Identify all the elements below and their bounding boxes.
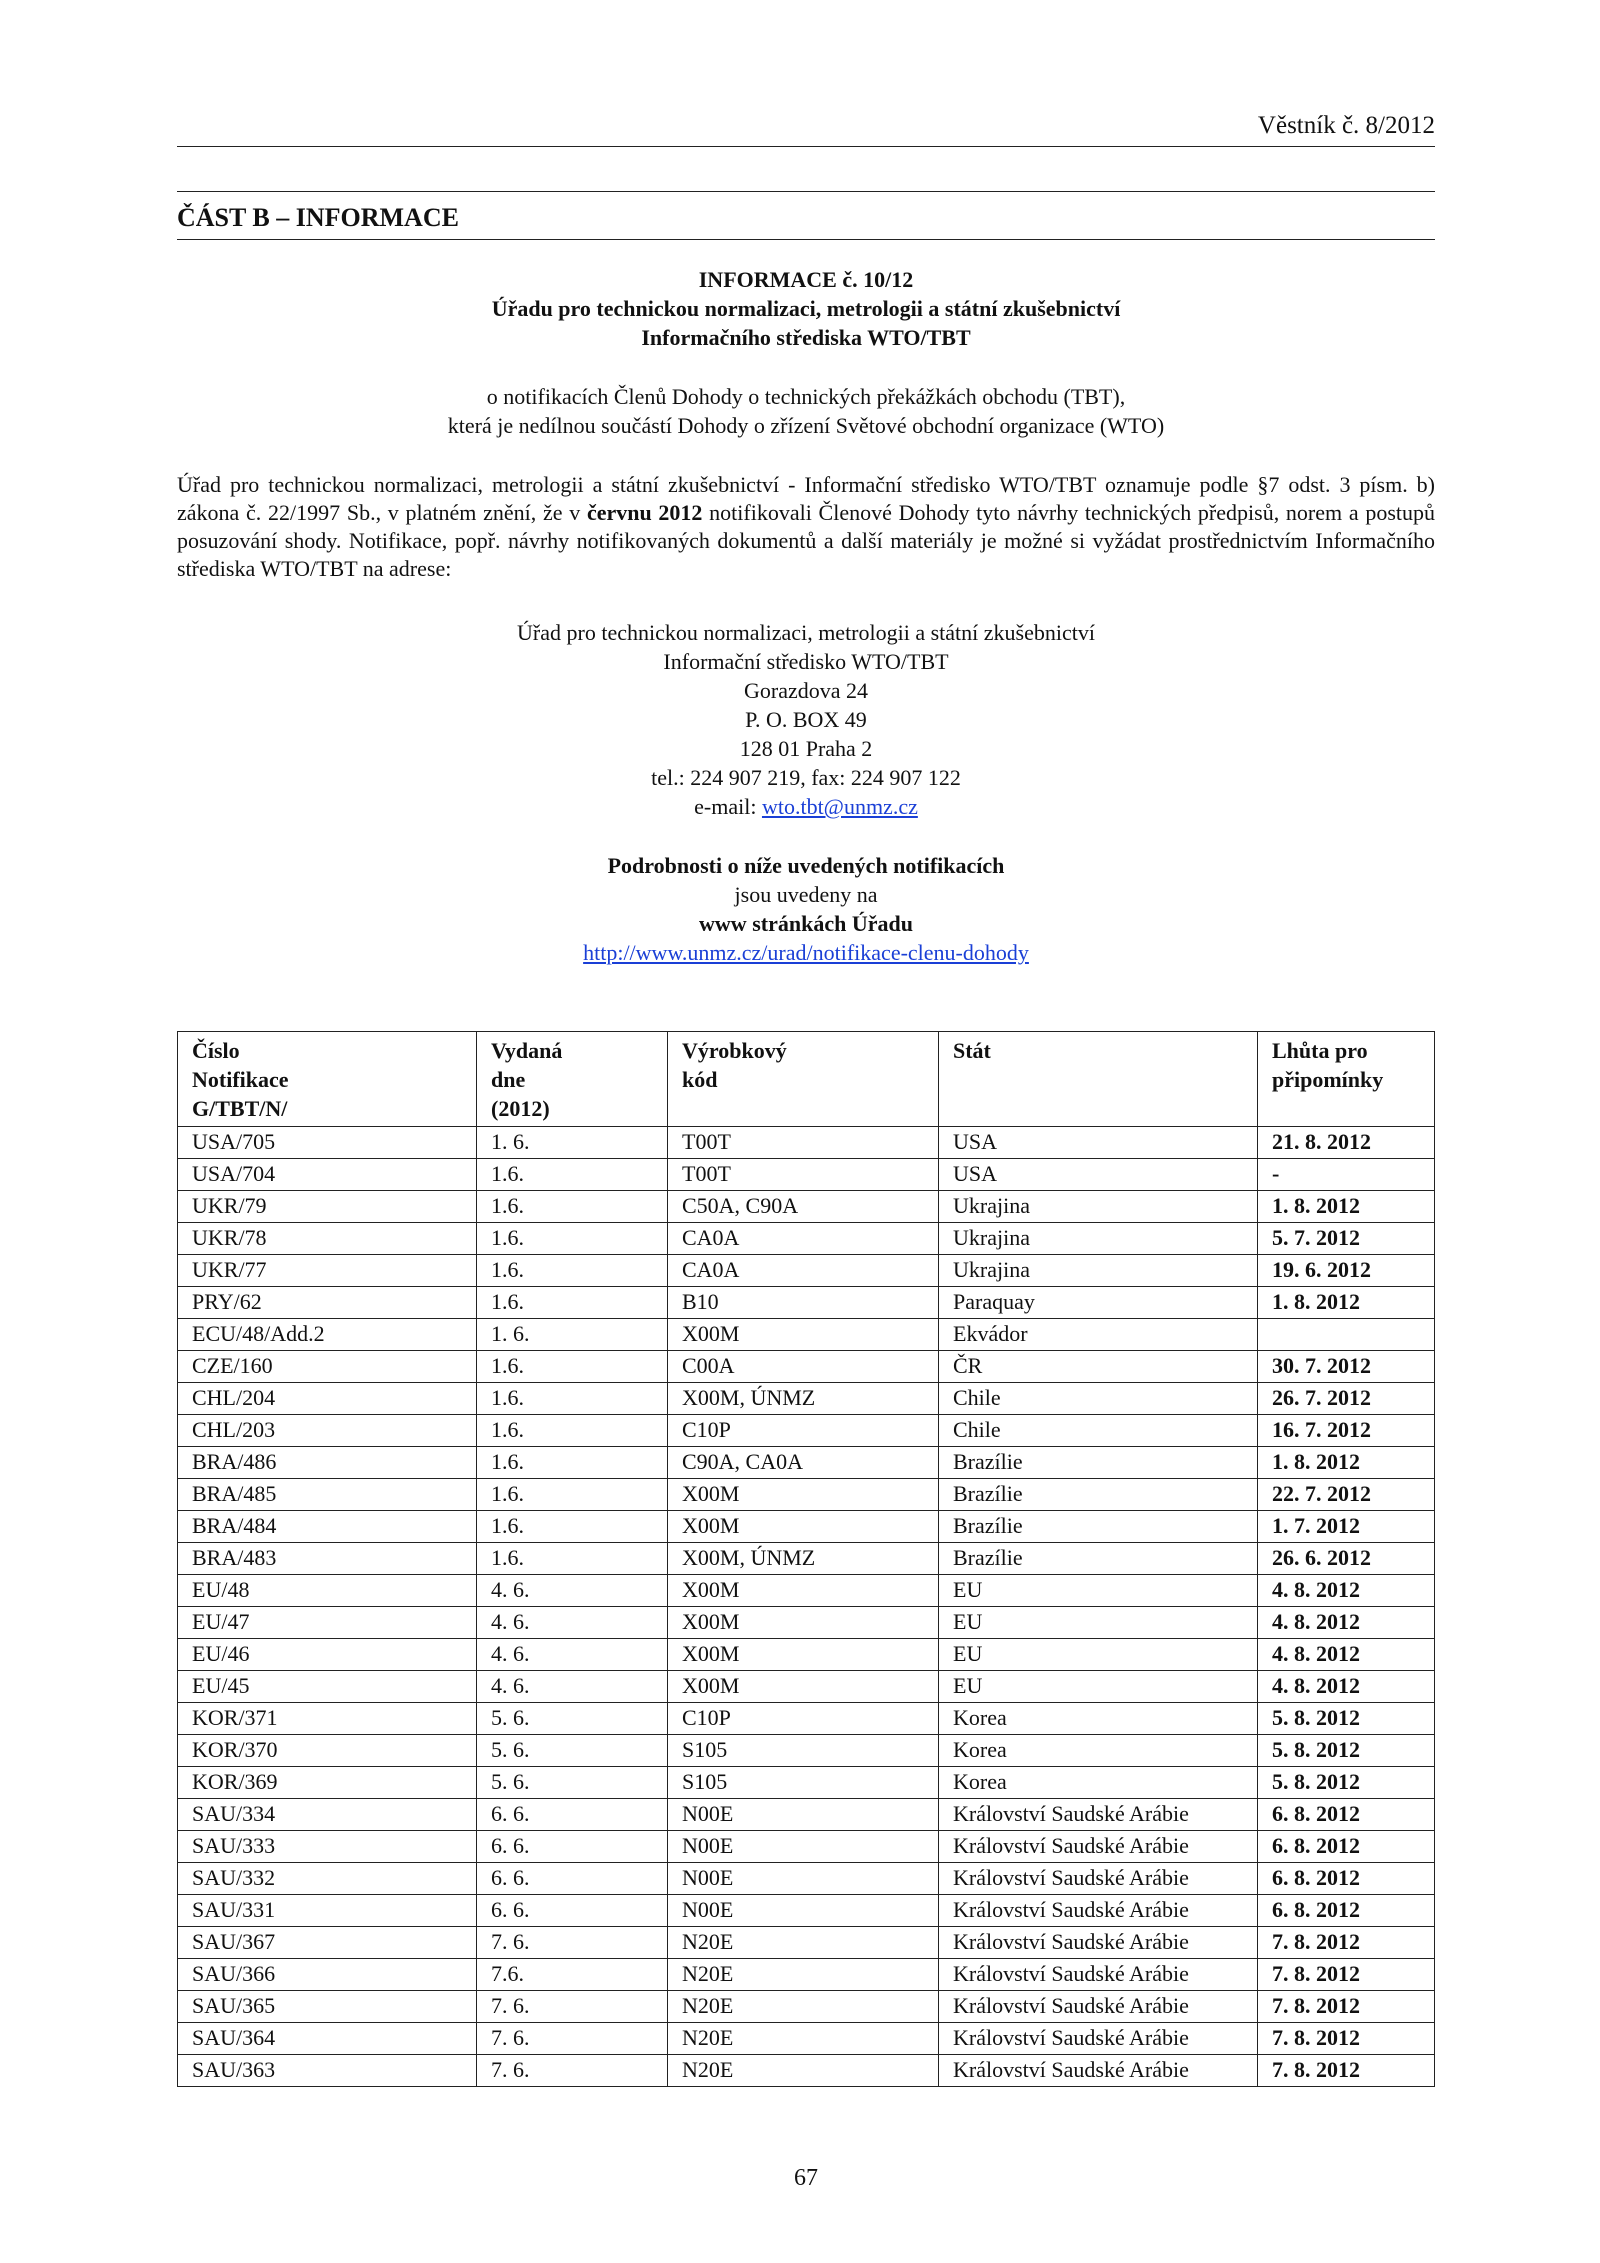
cell-deadline: 7. 8. 2012	[1258, 2055, 1435, 2087]
cell-notification-number: UKR/79	[178, 1191, 477, 1223]
header-text: Číslo	[192, 1038, 240, 1063]
table-row	[178, 1287, 1435, 1319]
cell-notification-number: KOR/369	[178, 1767, 477, 1799]
cell-notification-number: UKR/78	[178, 1223, 477, 1255]
cell-issued-date: 4. 6.	[477, 1639, 668, 1671]
header-text: Stát	[953, 1038, 991, 1063]
cell-product-code: N20E	[668, 1959, 939, 1991]
cell-product-code: N20E	[668, 1991, 939, 2023]
cell-product-code: N20E	[668, 2023, 939, 2055]
table-row	[178, 1991, 1435, 2023]
cell-notification-number: SAU/364	[178, 2023, 477, 2055]
header-text: (2012)	[491, 1096, 550, 1121]
header-text: připomínky	[1272, 1067, 1384, 1092]
table-row	[178, 1607, 1435, 1639]
cell-country: Brazílie	[939, 1479, 1258, 1511]
notifications-table	[177, 1031, 1435, 2087]
intro-text-bold: červnu 2012	[586, 500, 703, 525]
table-row	[178, 1575, 1435, 1607]
cell-deadline: 5. 8. 2012	[1258, 1767, 1435, 1799]
cell-issued-date: 1.6.	[477, 1383, 668, 1415]
header-text: Vydaná	[491, 1038, 563, 1063]
cell-product-code: T00T	[668, 1127, 939, 1159]
cell-notification-number: SAU/333	[178, 1831, 477, 1863]
cell-country: Království Saudské Arábie	[939, 1959, 1258, 1991]
cell-notification-number: SAU/363	[178, 2055, 477, 2087]
cell-notification-number: EU/46	[178, 1639, 477, 1671]
cell-deadline: 7. 8. 2012	[1258, 1959, 1435, 1991]
cell-country: EU	[939, 1671, 1258, 1703]
details-line3: www stránkách Úřadu	[699, 911, 913, 936]
cell-deadline: 6. 8. 2012	[1258, 1895, 1435, 1927]
cell-deadline: 30. 7. 2012	[1258, 1351, 1435, 1383]
address-line3: Gorazdova 24	[743, 678, 868, 703]
header-text: dne	[491, 1067, 526, 1092]
table-row	[178, 1639, 1435, 1671]
table-row	[178, 1319, 1435, 1351]
cell-issued-date: 1.6.	[477, 1511, 668, 1543]
page-number: 67	[794, 2165, 818, 2191]
cell-product-code: S105	[668, 1735, 939, 1767]
cell-notification-number: USA/705	[178, 1127, 477, 1159]
cell-country: Brazílie	[939, 1447, 1258, 1479]
cell-country: Království Saudské Arábie	[939, 1895, 1258, 1927]
cell-country: ČR	[939, 1351, 1258, 1383]
cell-issued-date: 1. 6.	[477, 1127, 668, 1159]
table-header-row	[178, 1032, 1435, 1127]
details-line2: jsou uvedeny na	[734, 882, 878, 907]
table-row	[178, 1511, 1435, 1543]
table-row	[178, 1703, 1435, 1735]
header-rule	[177, 146, 1435, 147]
cell-product-code: N00E	[668, 1799, 939, 1831]
section-title: ČÁST B – INFORMACE	[177, 203, 459, 232]
cell-issued-date: 5. 6.	[477, 1735, 668, 1767]
cell-notification-number: BRA/486	[178, 1447, 477, 1479]
table-row	[178, 1831, 1435, 1863]
cell-issued-date: 6. 6.	[477, 1799, 668, 1831]
cell-product-code: X00M	[668, 1671, 939, 1703]
cell-country: Korea	[939, 1735, 1258, 1767]
cell-country: Království Saudské Arábie	[939, 2023, 1258, 2055]
cell-product-code: T00T	[668, 1159, 939, 1191]
cell-issued-date: 1.6.	[477, 1223, 668, 1255]
cell-country: Ukrajina	[939, 1223, 1258, 1255]
cell-issued-date: 1.6.	[477, 1351, 668, 1383]
header-text: Výrobkový	[682, 1038, 787, 1063]
cell-notification-number: CHL/204	[178, 1383, 477, 1415]
cell-notification-number: BRA/483	[178, 1543, 477, 1575]
cell-product-code: X00M	[668, 1511, 939, 1543]
cell-issued-date: 1.6.	[477, 1287, 668, 1319]
header-text: G/TBT/N/	[192, 1096, 288, 1121]
intro-text-part1: Úřad pro technickou normalizaci, metrologii a státní zkušebnictví - Informační středisko WTO/TBT oznamuje podle §7 odst. 3 písm. b) zákona č. 22/1997 Sb., v platném znění, že v	[177, 472, 1435, 525]
header-text: kód	[682, 1067, 718, 1092]
cell-product-code: X00M	[668, 1607, 939, 1639]
cell-deadline: 1. 8. 2012	[1258, 1287, 1435, 1319]
cell-country: EU	[939, 1639, 1258, 1671]
cell-product-code: S105	[668, 1767, 939, 1799]
cell-issued-date: 1.6.	[477, 1255, 668, 1287]
header-text: Lhůta pro	[1272, 1038, 1368, 1063]
cell-country: Království Saudské Arábie	[939, 1863, 1258, 1895]
table-row	[178, 1351, 1435, 1383]
cell-notification-number: SAU/366	[178, 1959, 477, 1991]
details-url-link[interactable]: http://www.unmz.cz/urad/notifikace-clenu-dohody	[583, 940, 1029, 965]
cell-notification-number: UKR/77	[178, 1255, 477, 1287]
cell-issued-date: 6. 6.	[477, 1863, 668, 1895]
address-phone: tel.: 224 907 219, fax: 224 907 122	[651, 765, 961, 790]
cell-issued-date: 7. 6.	[477, 2023, 668, 2055]
cell-deadline: 26. 6. 2012	[1258, 1543, 1435, 1575]
table-row	[178, 1767, 1435, 1799]
cell-product-code: X00M	[668, 1479, 939, 1511]
table-row	[178, 1223, 1435, 1255]
cell-deadline: 7. 8. 2012	[1258, 1991, 1435, 2023]
cell-deadline: 6. 8. 2012	[1258, 1863, 1435, 1895]
cell-product-code: B10	[668, 1287, 939, 1319]
cell-issued-date: 5. 6.	[477, 1767, 668, 1799]
cell-issued-date: 4. 6.	[477, 1575, 668, 1607]
table-row	[178, 1127, 1435, 1159]
info-issuer-line1: Úřadu pro technickou normalizaci, metrologii a státní zkušebnictví	[491, 296, 1121, 321]
header-country	[939, 1032, 1258, 1127]
cell-deadline: 6. 8. 2012	[1258, 1799, 1435, 1831]
cell-country: Korea	[939, 1767, 1258, 1799]
table-row	[178, 2023, 1435, 2055]
cell-notification-number: EU/48	[178, 1575, 477, 1607]
cell-product-code: X00M, ÚNMZ	[668, 1383, 939, 1415]
intro-paragraph	[177, 471, 1435, 583]
cell-country: Ukrajina	[939, 1255, 1258, 1287]
cell-country: USA	[939, 1159, 1258, 1191]
cell-product-code: C50A, C90A	[668, 1191, 939, 1223]
section-rule-top	[177, 191, 1435, 192]
cell-product-code: X00M	[668, 1319, 939, 1351]
cell-country: Království Saudské Arábie	[939, 2055, 1258, 2087]
cell-issued-date: 1.6.	[477, 1447, 668, 1479]
cell-country: Chile	[939, 1415, 1258, 1447]
cell-notification-number: BRA/484	[178, 1511, 477, 1543]
table-row	[178, 1895, 1435, 1927]
cell-notification-number: ECU/48/Add.2	[178, 1319, 477, 1351]
cell-country: Brazílie	[939, 1543, 1258, 1575]
cell-deadline: -	[1258, 1159, 1435, 1191]
cell-issued-date: 4. 6.	[477, 1671, 668, 1703]
cell-deadline: 4. 8. 2012	[1258, 1671, 1435, 1703]
cell-issued-date: 6. 6.	[477, 1831, 668, 1863]
cell-notification-number: CHL/203	[178, 1415, 477, 1447]
info-number: INFORMACE č. 10/12	[698, 267, 914, 292]
table-row	[178, 1959, 1435, 1991]
cell-deadline: 4. 8. 2012	[1258, 1575, 1435, 1607]
table-row	[178, 1927, 1435, 1959]
cell-deadline: 7. 8. 2012	[1258, 2023, 1435, 2055]
cell-product-code: X00M	[668, 1575, 939, 1607]
cell-notification-number: SAU/367	[178, 1927, 477, 1959]
cell-deadline: 4. 8. 2012	[1258, 1639, 1435, 1671]
cell-notification-number: SAU/332	[178, 1863, 477, 1895]
cell-product-code: N00E	[668, 1863, 939, 1895]
cell-country: Ekvádor	[939, 1319, 1258, 1351]
cell-country: Brazílie	[939, 1511, 1258, 1543]
cell-notification-number: SAU/334	[178, 1799, 477, 1831]
details-url-row	[177, 938, 1435, 967]
cell-country: Chile	[939, 1383, 1258, 1415]
cell-deadline: 21. 8. 2012	[1258, 1127, 1435, 1159]
table-row	[178, 1799, 1435, 1831]
cell-issued-date: 1.6.	[477, 1479, 668, 1511]
cell-issued-date: 4. 6.	[477, 1607, 668, 1639]
cell-issued-date: 1.6.	[477, 1543, 668, 1575]
cell-product-code: CA0A	[668, 1255, 939, 1287]
table-row	[178, 1735, 1435, 1767]
cell-product-code: N20E	[668, 2055, 939, 2087]
intro-text-part2: notifikovali Členové Dohody tyto návrhy technických předpisů, norem a postupů posuzování shody. Notifikace, popř. návrhy notifikovaných dokumentů a další materiály je možné si vyžádat prostřednictvím Informačního střediska WTO/TBT na adrese:	[177, 500, 1436, 581]
cell-deadline: 16. 7. 2012	[1258, 1415, 1435, 1447]
info-issuer-line2: Informačního střediska WTO/TBT	[641, 325, 971, 350]
cell-product-code: C00A	[668, 1351, 939, 1383]
cell-notification-number: KOR/370	[178, 1735, 477, 1767]
email-link[interactable]: wto.tbt@unmz.cz	[761, 794, 918, 819]
header-issued-date	[477, 1032, 668, 1127]
cell-notification-number: SAU/331	[178, 1895, 477, 1927]
cell-product-code: N00E	[668, 1831, 939, 1863]
table-row	[178, 1543, 1435, 1575]
cell-country: Království Saudské Arábie	[939, 1831, 1258, 1863]
cell-deadline: 5. 7. 2012	[1258, 1223, 1435, 1255]
cell-product-code: N00E	[668, 1895, 939, 1927]
table-row	[178, 1447, 1435, 1479]
header-product-code	[668, 1032, 939, 1127]
details-line1: Podrobnosti o níže uvedených notifikacích	[607, 853, 1005, 878]
cell-product-code: N20E	[668, 1927, 939, 1959]
cell-issued-date: 7. 6.	[477, 2055, 668, 2087]
cell-notification-number: EU/45	[178, 1671, 477, 1703]
cell-issued-date: 1.6.	[477, 1159, 668, 1191]
section-rule-bottom	[177, 239, 1435, 240]
cell-notification-number: KOR/371	[178, 1703, 477, 1735]
cell-notification-number: CZE/160	[178, 1351, 477, 1383]
cell-country: Království Saudské Arábie	[939, 1927, 1258, 1959]
cell-deadline: 22. 7. 2012	[1258, 1479, 1435, 1511]
info-subject-line2: která je nedílnou součástí Dohody o zřízení Světové obchodní organizace (WTO)	[447, 413, 1165, 438]
cell-deadline: 1. 8. 2012	[1258, 1447, 1435, 1479]
cell-product-code: C10P	[668, 1703, 939, 1735]
cell-issued-date: 7. 6.	[477, 1991, 668, 2023]
table-row	[178, 1191, 1435, 1223]
header-text: Notifikace	[192, 1067, 289, 1092]
table-row	[178, 1863, 1435, 1895]
cell-country: Království Saudské Arábie	[939, 1799, 1258, 1831]
table-row	[178, 1671, 1435, 1703]
table-row	[178, 1479, 1435, 1511]
cell-deadline: 1. 7. 2012	[1258, 1511, 1435, 1543]
header-notification-number	[178, 1032, 477, 1127]
cell-country: Království Saudské Arábie	[939, 1991, 1258, 2023]
cell-country: EU	[939, 1575, 1258, 1607]
cell-deadline: 19. 6. 2012	[1258, 1255, 1435, 1287]
cell-deadline: 1. 8. 2012	[1258, 1191, 1435, 1223]
cell-country: Korea	[939, 1703, 1258, 1735]
cell-product-code: CA0A	[668, 1223, 939, 1255]
cell-deadline: 26. 7. 2012	[1258, 1383, 1435, 1415]
cell-issued-date: 1.6.	[477, 1191, 668, 1223]
cell-country: USA	[939, 1127, 1258, 1159]
cell-deadline: 6. 8. 2012	[1258, 1831, 1435, 1863]
header-comment-deadline	[1258, 1032, 1435, 1127]
cell-notification-number: USA/704	[178, 1159, 477, 1191]
cell-country: Ukrajina	[939, 1191, 1258, 1223]
cell-notification-number: SAU/365	[178, 1991, 477, 2023]
cell-issued-date: 6. 6.	[477, 1895, 668, 1927]
cell-product-code: X00M, ÚNMZ	[668, 1543, 939, 1575]
address-email-row	[177, 792, 1435, 821]
cell-country: EU	[939, 1607, 1258, 1639]
cell-product-code: C90A, CA0A	[668, 1447, 939, 1479]
cell-issued-date: 1.6.	[477, 1415, 668, 1447]
table-row	[178, 1415, 1435, 1447]
cell-issued-date: 7. 6.	[477, 1927, 668, 1959]
cell-notification-number: BRA/485	[178, 1479, 477, 1511]
cell-deadline: 4. 8. 2012	[1258, 1607, 1435, 1639]
table-row	[178, 2055, 1435, 2087]
cell-issued-date: 1. 6.	[477, 1319, 668, 1351]
cell-issued-date: 7.6.	[477, 1959, 668, 1991]
journal-header: Věstník č. 8/2012	[1257, 112, 1435, 139]
address-line1: Úřad pro technickou normalizaci, metrologii a státní zkušebnictví	[517, 620, 1095, 645]
cell-country: Paraquay	[939, 1287, 1258, 1319]
cell-deadline: 7. 8. 2012	[1258, 1927, 1435, 1959]
address-line5: 128 01 Praha 2	[739, 736, 873, 761]
table-row	[178, 1255, 1435, 1287]
table-row	[178, 1383, 1435, 1415]
table-body	[178, 1127, 1435, 2087]
table-row	[178, 1159, 1435, 1191]
address-line2: Informační středisko WTO/TBT	[663, 649, 949, 674]
cell-product-code: X00M	[668, 1639, 939, 1671]
cell-product-code: C10P	[668, 1415, 939, 1447]
cell-deadline: 5. 8. 2012	[1258, 1703, 1435, 1735]
cell-notification-number: EU/47	[178, 1607, 477, 1639]
cell-issued-date: 5. 6.	[477, 1703, 668, 1735]
cell-notification-number: PRY/62	[178, 1287, 477, 1319]
email-label: e-mail:	[694, 794, 762, 819]
cell-deadline	[1258, 1319, 1435, 1351]
info-subject-line1: o notifikacích Členů Dohody o technických překážkách obchodu (TBT),	[486, 384, 1126, 409]
cell-deadline: 5. 8. 2012	[1258, 1735, 1435, 1767]
address-line4: P. O. BOX 49	[745, 707, 867, 732]
